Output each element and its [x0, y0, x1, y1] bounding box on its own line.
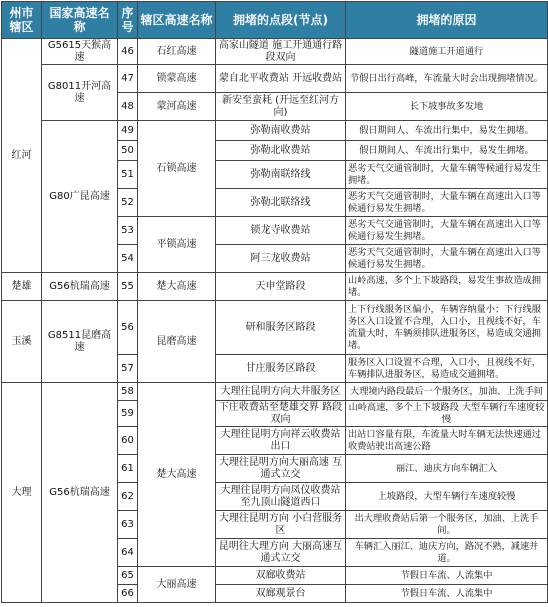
seq-cell: 59 [118, 401, 138, 427]
point-cell: 大理往昆明方向祥云收费站出口 [216, 427, 346, 455]
point-cell: 新安至蛮耗 (开远至红河方向) [216, 93, 346, 121]
point-cell: 下庄收费站至楚雄交界 路段双向 [216, 401, 346, 427]
seq-cell: 62 [118, 483, 138, 511]
reason-cell: 上坡路段，大型车辆行车速度较慢 [346, 483, 548, 511]
header-seq: 序号 [118, 2, 138, 39]
point-cell: 天申堂路段 [216, 273, 346, 301]
reason-cell: 隧道施工开道通行 [346, 39, 548, 65]
national-road-cell: G56杭瑞高速 [42, 383, 118, 603]
reason-cell: 出大理收费站后第一个服务区，加油、上洗手间。 [346, 511, 548, 539]
header-reason: 拥堵的原因 [346, 2, 548, 39]
region-cell: 玉溪 [2, 301, 42, 383]
header-point: 拥堵的点段(节点) [216, 2, 346, 39]
table-row [2, 301, 548, 355]
seq-cell: 56 [118, 301, 138, 355]
seq-cell: 51 [118, 161, 138, 189]
local-road-cell: 大丽高速 [138, 567, 216, 603]
reason-cell: 恶劣天气交通管制时，大量车辆在高速出入口等候通行易发生拥堵。 [346, 189, 548, 217]
national-road-cell: G56杭瑞高速 [42, 273, 118, 301]
seq-cell: 65 [118, 567, 138, 585]
table-row [2, 273, 548, 301]
point-cell: 弥勒南联络线 [216, 161, 346, 189]
header-local-road: 辖区高速名称 [138, 2, 216, 39]
seq-cell: 52 [118, 189, 138, 217]
point-cell: 高家山隧道 施工开通通行路段双向 [216, 39, 346, 65]
point-cell: 大理往昆明方向凤仪收费站至九顶山隧道西口 [216, 483, 346, 511]
point-cell: 弥勒北收费站 [216, 141, 346, 161]
seq-cell: 55 [118, 273, 138, 301]
header-national-road: 国家高速名称 [42, 2, 118, 39]
reason-cell: 节假日出行高峰，车流量大时会出现拥堵情况。 [346, 65, 548, 93]
reason-cell: 恶劣天气交通管制时，大量车辆等候通行易发生拥堵。 [346, 161, 548, 189]
header-region: 州市辖区 [2, 2, 42, 39]
seq-cell: 49 [118, 121, 138, 141]
seq-cell: 58 [118, 383, 138, 401]
local-road-cell: 楚大高速 [138, 273, 216, 301]
table-row [2, 39, 548, 65]
local-road-cell: 楚大高速 [138, 383, 216, 567]
point-cell: 蒙自北平收费站 开远收费站 [216, 65, 346, 93]
point-cell: 大理往昆明方向 小白营服务区 [216, 511, 346, 539]
reason-cell: 山岭高速，多个上下坡路段，易发生事故造成拥堵。 [346, 273, 548, 301]
local-road-cell: 石锁高速 [138, 121, 216, 217]
reason-cell: 节假日车流、人流集中 [346, 585, 548, 603]
point-cell: 大理往昆明方向大井服务区 [216, 383, 346, 401]
seq-cell: 64 [118, 539, 138, 567]
point-cell: 大理往昆明方向大丽高速 互通式立交 [216, 455, 346, 483]
national-road-cell: G80广昆高速 [42, 121, 118, 273]
reason-cell: 恶劣天气交通管制时，大量车辆在高速出入口等候通行易发生拥堵。 [346, 217, 548, 245]
reason-cell: 丽江、迪庆方向车辆汇入 [346, 455, 548, 483]
national-road-cell: G8511昆磨高速 [42, 301, 118, 383]
reason-cell: 假日期间人、车流出行集中，易发生拥堵。 [346, 141, 548, 161]
point-cell: 弥勒北联络线 [216, 189, 346, 217]
seq-cell: 48 [118, 93, 138, 121]
seq-cell: 50 [118, 141, 138, 161]
region-cell: 大理 [2, 383, 42, 603]
seq-cell: 46 [118, 39, 138, 65]
point-cell: 双廊观景台 [216, 585, 346, 603]
reason-cell: 山岭高速，多个上下坡路段 大型车辆行车速度较慢 [346, 401, 548, 427]
seq-cell: 60 [118, 427, 138, 455]
region-cell: 楚雄 [2, 273, 42, 301]
reason-cell: 恶劣天气交通管制时，大量车辆在高速出入口等候通行易发生拥堵。 [346, 245, 548, 273]
congestion-table [1, 1, 548, 603]
reason-cell: 长下坡事故多发地 [346, 93, 548, 121]
seq-cell: 66 [118, 585, 138, 603]
seq-cell: 54 [118, 245, 138, 273]
point-cell: 弥勒南收费站 [216, 121, 346, 141]
point-cell: 锁龙寺收费站 [216, 217, 346, 245]
seq-cell: 61 [118, 455, 138, 483]
point-cell: 双廊收费站 [216, 567, 346, 585]
reason-cell: 车辆汇入丽江、迪庆方向，路况不熟，减速并道。 [346, 539, 548, 567]
header-row [2, 2, 548, 39]
national-road-cell: G5615天猴高速 [42, 39, 118, 65]
region-cell: 红河 [2, 39, 42, 273]
seq-cell: 47 [118, 65, 138, 93]
reason-cell: 服务区入口设置不合理，入口小，且视线不好，车辆排队进服务区，易造成交通拥堵。 [346, 355, 548, 383]
seq-cell: 63 [118, 511, 138, 539]
local-road-cell: 石红高速 [138, 39, 216, 65]
local-road-cell: 平锁高速 [138, 217, 216, 273]
point-cell: 阿三龙收费站 [216, 245, 346, 273]
point-cell: 研和服务区路段 [216, 301, 346, 355]
reason-cell: 出站口容量有限，车流量大时车辆无法快速通过收费站驶出高速公路 [346, 427, 548, 455]
seq-cell: 57 [118, 355, 138, 383]
point-cell: 昆明往大理方向 大丽高速互通式立交 [216, 539, 346, 567]
table-row [2, 65, 548, 93]
seq-cell: 53 [118, 217, 138, 245]
local-road-cell: 锁蒙高速 [138, 65, 216, 93]
local-road-cell: 昆磨高速 [138, 301, 216, 383]
reason-cell: 大理境内路段最后一个服务区，加油、上洗手间 [346, 383, 548, 401]
national-road-cell: G8011开河高速 [42, 65, 118, 121]
reason-cell: 节假日车流、人流集中 [346, 567, 548, 585]
local-road-cell: 蒙河高速 [138, 93, 216, 121]
table-row [2, 121, 548, 141]
reason-cell: 上下行线服务区偏小，车辆容纳量小；下行线服务区入口设置不合理，入口小，且视线不好，车流量大时，车辆须排队进服务区，易造成交通拥堵。 [346, 301, 548, 355]
table-row [2, 383, 548, 401]
reason-cell: 假日期间人、车流出行集中，易发生拥堵。 [346, 121, 548, 141]
point-cell: 甘庄服务区路段 [216, 355, 346, 383]
